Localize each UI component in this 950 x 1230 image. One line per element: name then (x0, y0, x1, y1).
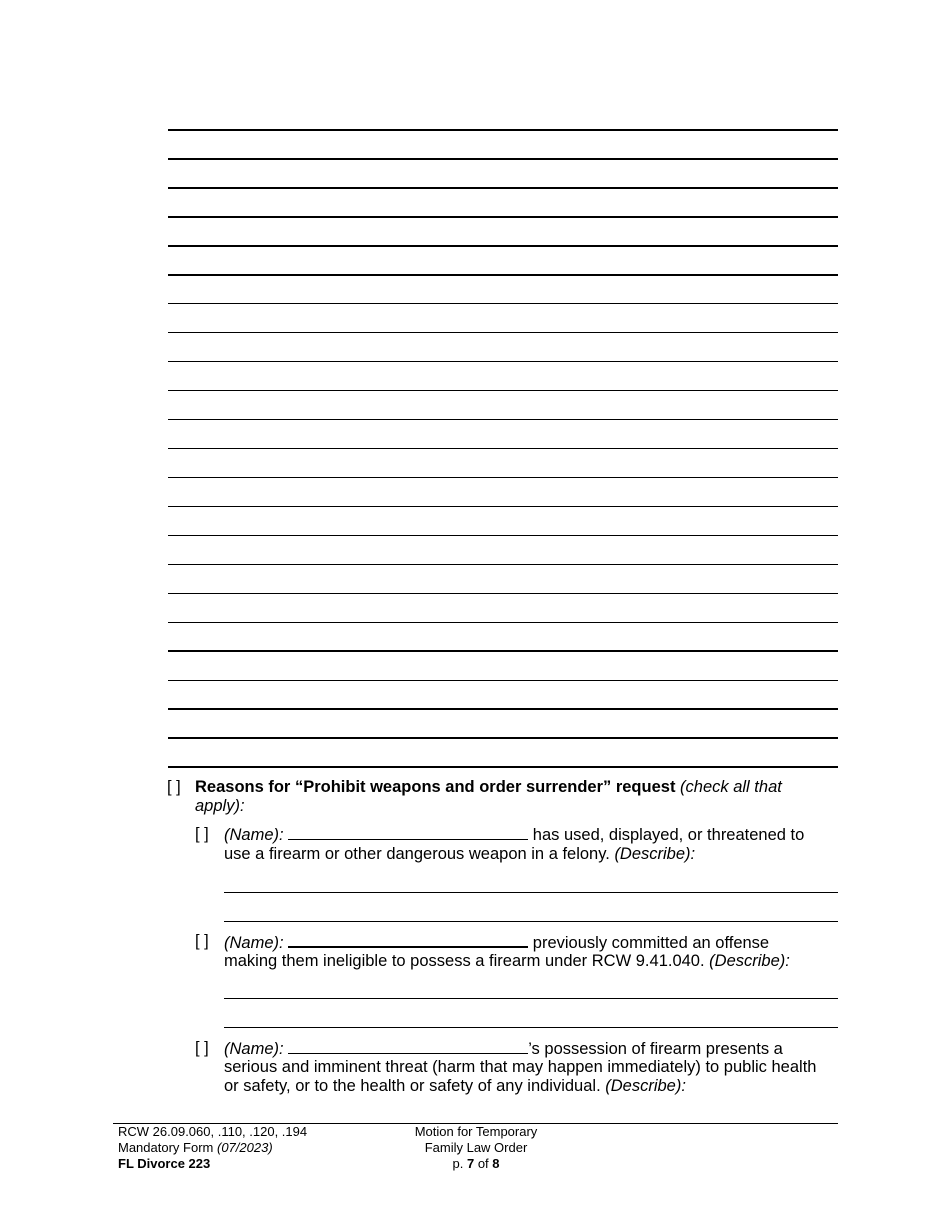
footer-title-2: Family Law Order (424, 1140, 528, 1155)
section-checkbox[interactable]: [ ] (167, 778, 181, 796)
item-3-text-3: or safety, or to the health or safety of any individual. (224, 1077, 601, 1095)
item-2-describe: (Describe): (709, 952, 790, 970)
item-2-checkbox[interactable]: [ ] (195, 932, 209, 950)
writing-line[interactable] (168, 477, 838, 478)
item-1-name-label: (Name): (224, 826, 284, 844)
item-2-text: previously committed an offense (532, 934, 770, 952)
writing-line[interactable] (168, 766, 838, 768)
footer-form-date: (07/2023) (217, 1140, 273, 1155)
writing-line[interactable] (168, 361, 838, 362)
writing-line[interactable] (168, 448, 838, 449)
item-1-describe-line[interactable] (224, 892, 838, 893)
item-1-text: has used, displayed, or threatened to (532, 826, 805, 844)
writing-line[interactable] (168, 506, 838, 507)
item-3-describe: (Describe): (605, 1077, 686, 1095)
item-1-checkbox[interactable]: [ ] (195, 825, 209, 843)
item-1-line2 (224, 845, 695, 865)
item-2-name-field[interactable] (288, 932, 528, 948)
footer-mandatory-form (118, 1140, 307, 1156)
item-1-describe-line[interactable] (224, 921, 838, 922)
footer-form-id (118, 1156, 307, 1172)
item-2-text-2: making them ineligible to possess a firearm under RCW 9.41.040. (224, 952, 705, 970)
section-heading-title: Reasons for “Prohibit weapons and order surrender” request (195, 778, 676, 796)
writing-line[interactable] (168, 419, 838, 420)
writing-line[interactable] (168, 274, 838, 276)
footer-page-total: 8 (492, 1156, 500, 1171)
writing-line[interactable] (168, 129, 838, 131)
item-1-describe: (Describe): (614, 845, 696, 863)
footer-mandatory-label: Mandatory Form (118, 1140, 214, 1155)
writing-line[interactable] (168, 187, 838, 189)
item-3-text: ’s possession of firearm presents a (528, 1040, 783, 1058)
writing-line[interactable] (168, 390, 838, 391)
footer-page-prefix: p. (452, 1156, 464, 1171)
item-1-line1 (224, 825, 804, 846)
writing-line[interactable] (168, 303, 838, 304)
writing-line[interactable] (168, 535, 838, 536)
footer-title-1: Motion for Temporary (414, 1124, 538, 1139)
item-3-line1 (224, 1039, 783, 1060)
item-2-describe-line[interactable] (224, 998, 838, 999)
section-heading-note-cont (195, 797, 245, 817)
section-heading-note: (check all that (680, 778, 782, 796)
writing-line[interactable] (168, 564, 838, 565)
section-heading-note-2: apply): (195, 797, 245, 815)
writing-line[interactable] (168, 708, 838, 710)
footer-form-id-text: FL Divorce 223 (118, 1156, 211, 1171)
footer-page-current: 7 (466, 1156, 475, 1171)
writing-line[interactable] (168, 332, 838, 333)
writing-line[interactable] (168, 622, 838, 623)
footer-center (376, 1124, 576, 1172)
item-2-name-label: (Name): (224, 934, 284, 952)
footer-left (118, 1124, 307, 1172)
item-3-checkbox[interactable]: [ ] (195, 1039, 209, 1057)
writing-line[interactable] (168, 216, 838, 218)
writing-line[interactable] (168, 650, 838, 652)
footer-rcw: RCW 26.09.060, .110, .120, .194 (118, 1124, 308, 1139)
footer-page-of: of (477, 1156, 489, 1171)
item-2-describe-line[interactable] (224, 1027, 838, 1028)
item-3-line3 (224, 1077, 686, 1097)
item-2-line1 (224, 932, 769, 954)
section-heading (195, 778, 782, 798)
item-3-text-2: serious and imminent threat (harm that may happen immediately) to public health (224, 1058, 817, 1076)
writing-line[interactable] (168, 593, 838, 594)
writing-line[interactable] (168, 158, 838, 160)
item-3-name-label: (Name): (224, 1040, 284, 1058)
writing-line[interactable] (168, 680, 838, 681)
writing-line[interactable] (168, 737, 838, 739)
item-3-line2 (224, 1058, 816, 1078)
item-2-line2 (224, 952, 790, 972)
item-1-text-2: use a firearm or other dangerous weapon in a felony. (224, 845, 610, 863)
item-3-name-field[interactable] (288, 1039, 528, 1054)
writing-line[interactable] (168, 245, 838, 247)
item-1-name-field[interactable] (288, 825, 528, 840)
footer-page-number (376, 1156, 576, 1172)
